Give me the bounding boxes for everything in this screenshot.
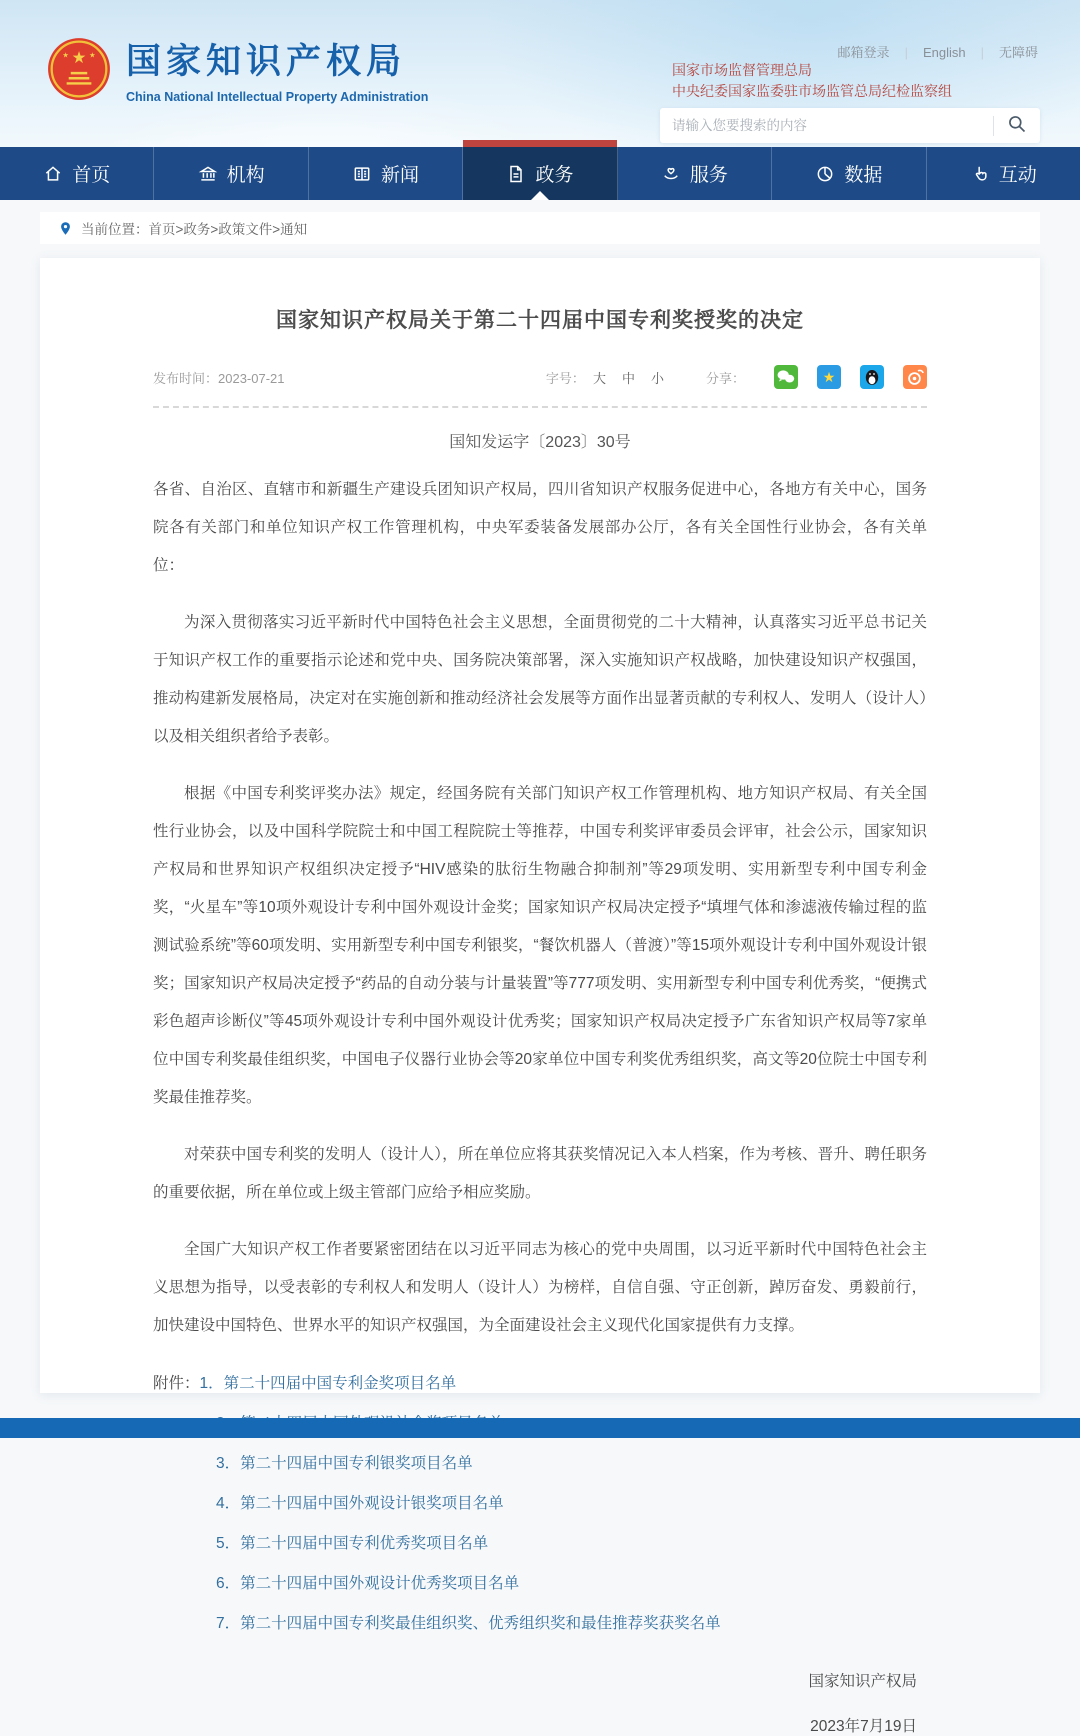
attachment-link-7[interactable]: 7．第二十四届中国专利奖最佳组织奖、优秀组织奖和最佳推荐奖获奖名单: [216, 1615, 721, 1632]
site-subtitle: China National Intellectual Property Administration: [126, 90, 429, 104]
news-icon: [352, 164, 372, 184]
paragraph-addressees: 各省、自治区、直辖市和新疆生产建设兵团知识产权局，四川省知识产权服务促进中心，各地方有关中心，国务院各有关部门和单位知识产权工作管理机构，中央军委装备发展部办公厅，各有关全国性行业协会，各有关单位：: [153, 481, 927, 574]
publish-time-label: 发布时间：: [153, 370, 219, 386]
breadcrumb: [40, 212, 1040, 244]
signature-date: 2023年7月19日: [810, 1718, 917, 1735]
site-title: 国家知识产权局: [126, 42, 407, 81]
national-emblem-icon: [46, 36, 112, 102]
attachment-row: [153, 1492, 927, 1515]
attachment-link-3[interactable]: 3．第二十四届中国专利银奖项目名单: [216, 1455, 473, 1472]
attachment-row: [153, 1532, 927, 1555]
document-number: 国知发运字〔2023〕30号: [449, 434, 631, 451]
attachment-row: [153, 1572, 927, 1595]
active-tab-red-strip: [463, 140, 616, 147]
attachment-link-5[interactable]: 5．第二十四届中国专利优秀奖项目名单: [216, 1535, 489, 1552]
font-size-label: 字号：: [545, 370, 585, 386]
page-title: 国家知识产权局关于第二十四届中国专利奖授奖的决定: [276, 309, 804, 332]
site-brand: [46, 34, 428, 104]
institution-icon: [198, 164, 218, 184]
discipline-inspection-link[interactable]: 中央纪委国家监委驻市场监管总局纪检监察组: [672, 83, 952, 99]
english-link[interactable]: English: [922, 45, 966, 60]
main-nav: [0, 147, 1080, 200]
supervision-links: [672, 60, 952, 102]
samr-link[interactable]: 国家市场监督管理总局: [672, 62, 812, 78]
attachments-list: [153, 1372, 927, 1635]
nav-tab-home[interactable]: 首页: [0, 147, 154, 200]
svg-text:★: ★: [89, 50, 96, 60]
font-size-large-button[interactable]: 大: [592, 370, 606, 386]
document-icon: [506, 164, 526, 184]
attachments-label: 附件：: [153, 1375, 200, 1392]
qzone-share-icon[interactable]: [817, 365, 841, 389]
search-input[interactable]: [660, 118, 993, 133]
active-tab-notch: [531, 191, 549, 200]
nav-tab-services[interactable]: 服务: [618, 147, 772, 200]
breadcrumb-path[interactable]: 首页>政务>政策文件>通知: [148, 222, 308, 237]
breadcrumb-label: 当前位置：: [81, 222, 149, 237]
share-label: 分享：: [705, 370, 745, 386]
article-card: [40, 258, 1040, 1735]
attachment-row: [153, 1452, 927, 1475]
search-bar: [660, 108, 1040, 143]
attachment-row: [153, 1612, 927, 1635]
paragraph-body-2: 根据《中国专利奖评奖办法》规定，经国务院有关部门知识产权工作管理机构、地方知识产权局、有关全国性行业协会，以及中国科学院院士和中国工程院院士等推荐，中国专利奖评审委员会评审，社会公示，国家知识产权局和世界知识产权组织决定授予“HIV感染的肽衍生物融合抑制剂”等29项发明、实用新型专利中国专利金奖，“火星车”等10项外观设计专利中国外观设计金奖；国家知识产权局决定授予“填埋气体和渗滤液传输过程的监测试验系统”等60项发明、实用新型专利中国专利银奖，“餐饮机器人（普渡）”等15项外观设计专利中国外观设计银奖；国家知识产权局决定授予“药品的自动分装与计量装置”等777项发明、实用新型专利中国专利优秀奖，“便携式彩色超声诊断仪”等45项外观设计专利中国外观设计优秀奖；国家知识产权局决定授予广东省知识产权局等7家单位中国专利奖最佳组织奖，中国电子仪器行业协会等20家单位中国专利奖优秀组织奖，高文等20位院士中国专利奖最佳推荐奖。: [153, 785, 927, 1106]
service-icon: [661, 164, 681, 184]
data-icon: [815, 164, 835, 184]
font-size-medium-button[interactable]: 中: [621, 370, 635, 386]
article-meta: [153, 365, 927, 389]
dashed-divider: [153, 406, 927, 408]
nav-tab-government-affairs[interactable]: 政务: [463, 147, 617, 200]
attachment-link-6[interactable]: 6．第二十四届中国外观设计优秀奖项目名单: [216, 1575, 520, 1592]
search-button[interactable]: [994, 108, 1040, 143]
paragraph-body-3: 对荣获中国专利奖的发明人（设计人），所在单位应将其获奖情况记入本人档案，作为考核、晋升、聘任职务的重要依据，所在单位或上级主管部门应给予相应奖励。: [153, 1146, 927, 1201]
home-icon: [43, 164, 63, 184]
nav-tab-data[interactable]: 数据: [772, 147, 926, 200]
paragraph-body-4: 全国广大知识产权工作者要紧密团结在以习近平同志为核心的党中央周围，以习近平新时代中国特色社会主义思想为指导，以受表彰的专利权人和发明人（设计人）为榜样，自信自强、守正创新，踔厉奋发、勇毅前行，加快建设中国特色、世界水平的知识产权强国，为全面建设社会主义现代化国家提供有力支撑。: [153, 1241, 927, 1334]
nav-tab-institution[interactable]: 机构: [154, 147, 308, 200]
utility-links: 邮箱登录 | English | 无障碍: [837, 45, 1038, 60]
mail-login-link[interactable]: 邮箱登录: [837, 45, 890, 60]
signature-block: [153, 1669, 927, 1736]
font-size-small-button[interactable]: 小: [650, 370, 664, 386]
qq-share-icon[interactable]: [860, 365, 884, 389]
signature-org: 国家知识产权局: [808, 1673, 917, 1690]
publish-date: 2023-07-21: [218, 370, 285, 386]
attachment-link-4[interactable]: 4．第二十四届中国外观设计银奖项目名单: [216, 1495, 504, 1512]
svg-text:★: ★: [62, 50, 69, 60]
nav-tab-interact[interactable]: 互动: [927, 147, 1080, 200]
wechat-share-icon[interactable]: [774, 365, 798, 389]
accessibility-link[interactable]: 无障碍: [998, 45, 1038, 60]
interact-icon: [970, 164, 990, 184]
site-header: [0, 0, 1080, 147]
svg-text:★: ★: [822, 369, 836, 385]
attachment-row: [153, 1372, 927, 1395]
nav-tab-news[interactable]: 新闻: [309, 147, 463, 200]
paragraph-body-1: 为深入贯彻落实习近平新时代中国特色社会主义思想，全面贯彻党的二十大精神，认真落实习近平总书记关于知识产权工作的重要指示论述和党中央、国务院决策部署，深入实施知识产权战略，加快建设知识产权强国，推动构建新发展格局，决定对在实施创新和推动经济社会发展等方面作出显著贡献的专利权人、发明人（设计人）以及相关组织者给予表彰。: [153, 614, 927, 745]
footer-bar: [0, 1418, 1080, 1438]
attachment-link-1[interactable]: 1．第二十四届中国专利金奖项目名单: [199, 1375, 457, 1392]
svg-text:★: ★: [71, 48, 87, 67]
weibo-share-icon[interactable]: [903, 365, 927, 389]
search-icon: [1007, 114, 1027, 137]
location-pin-icon: [58, 221, 73, 236]
